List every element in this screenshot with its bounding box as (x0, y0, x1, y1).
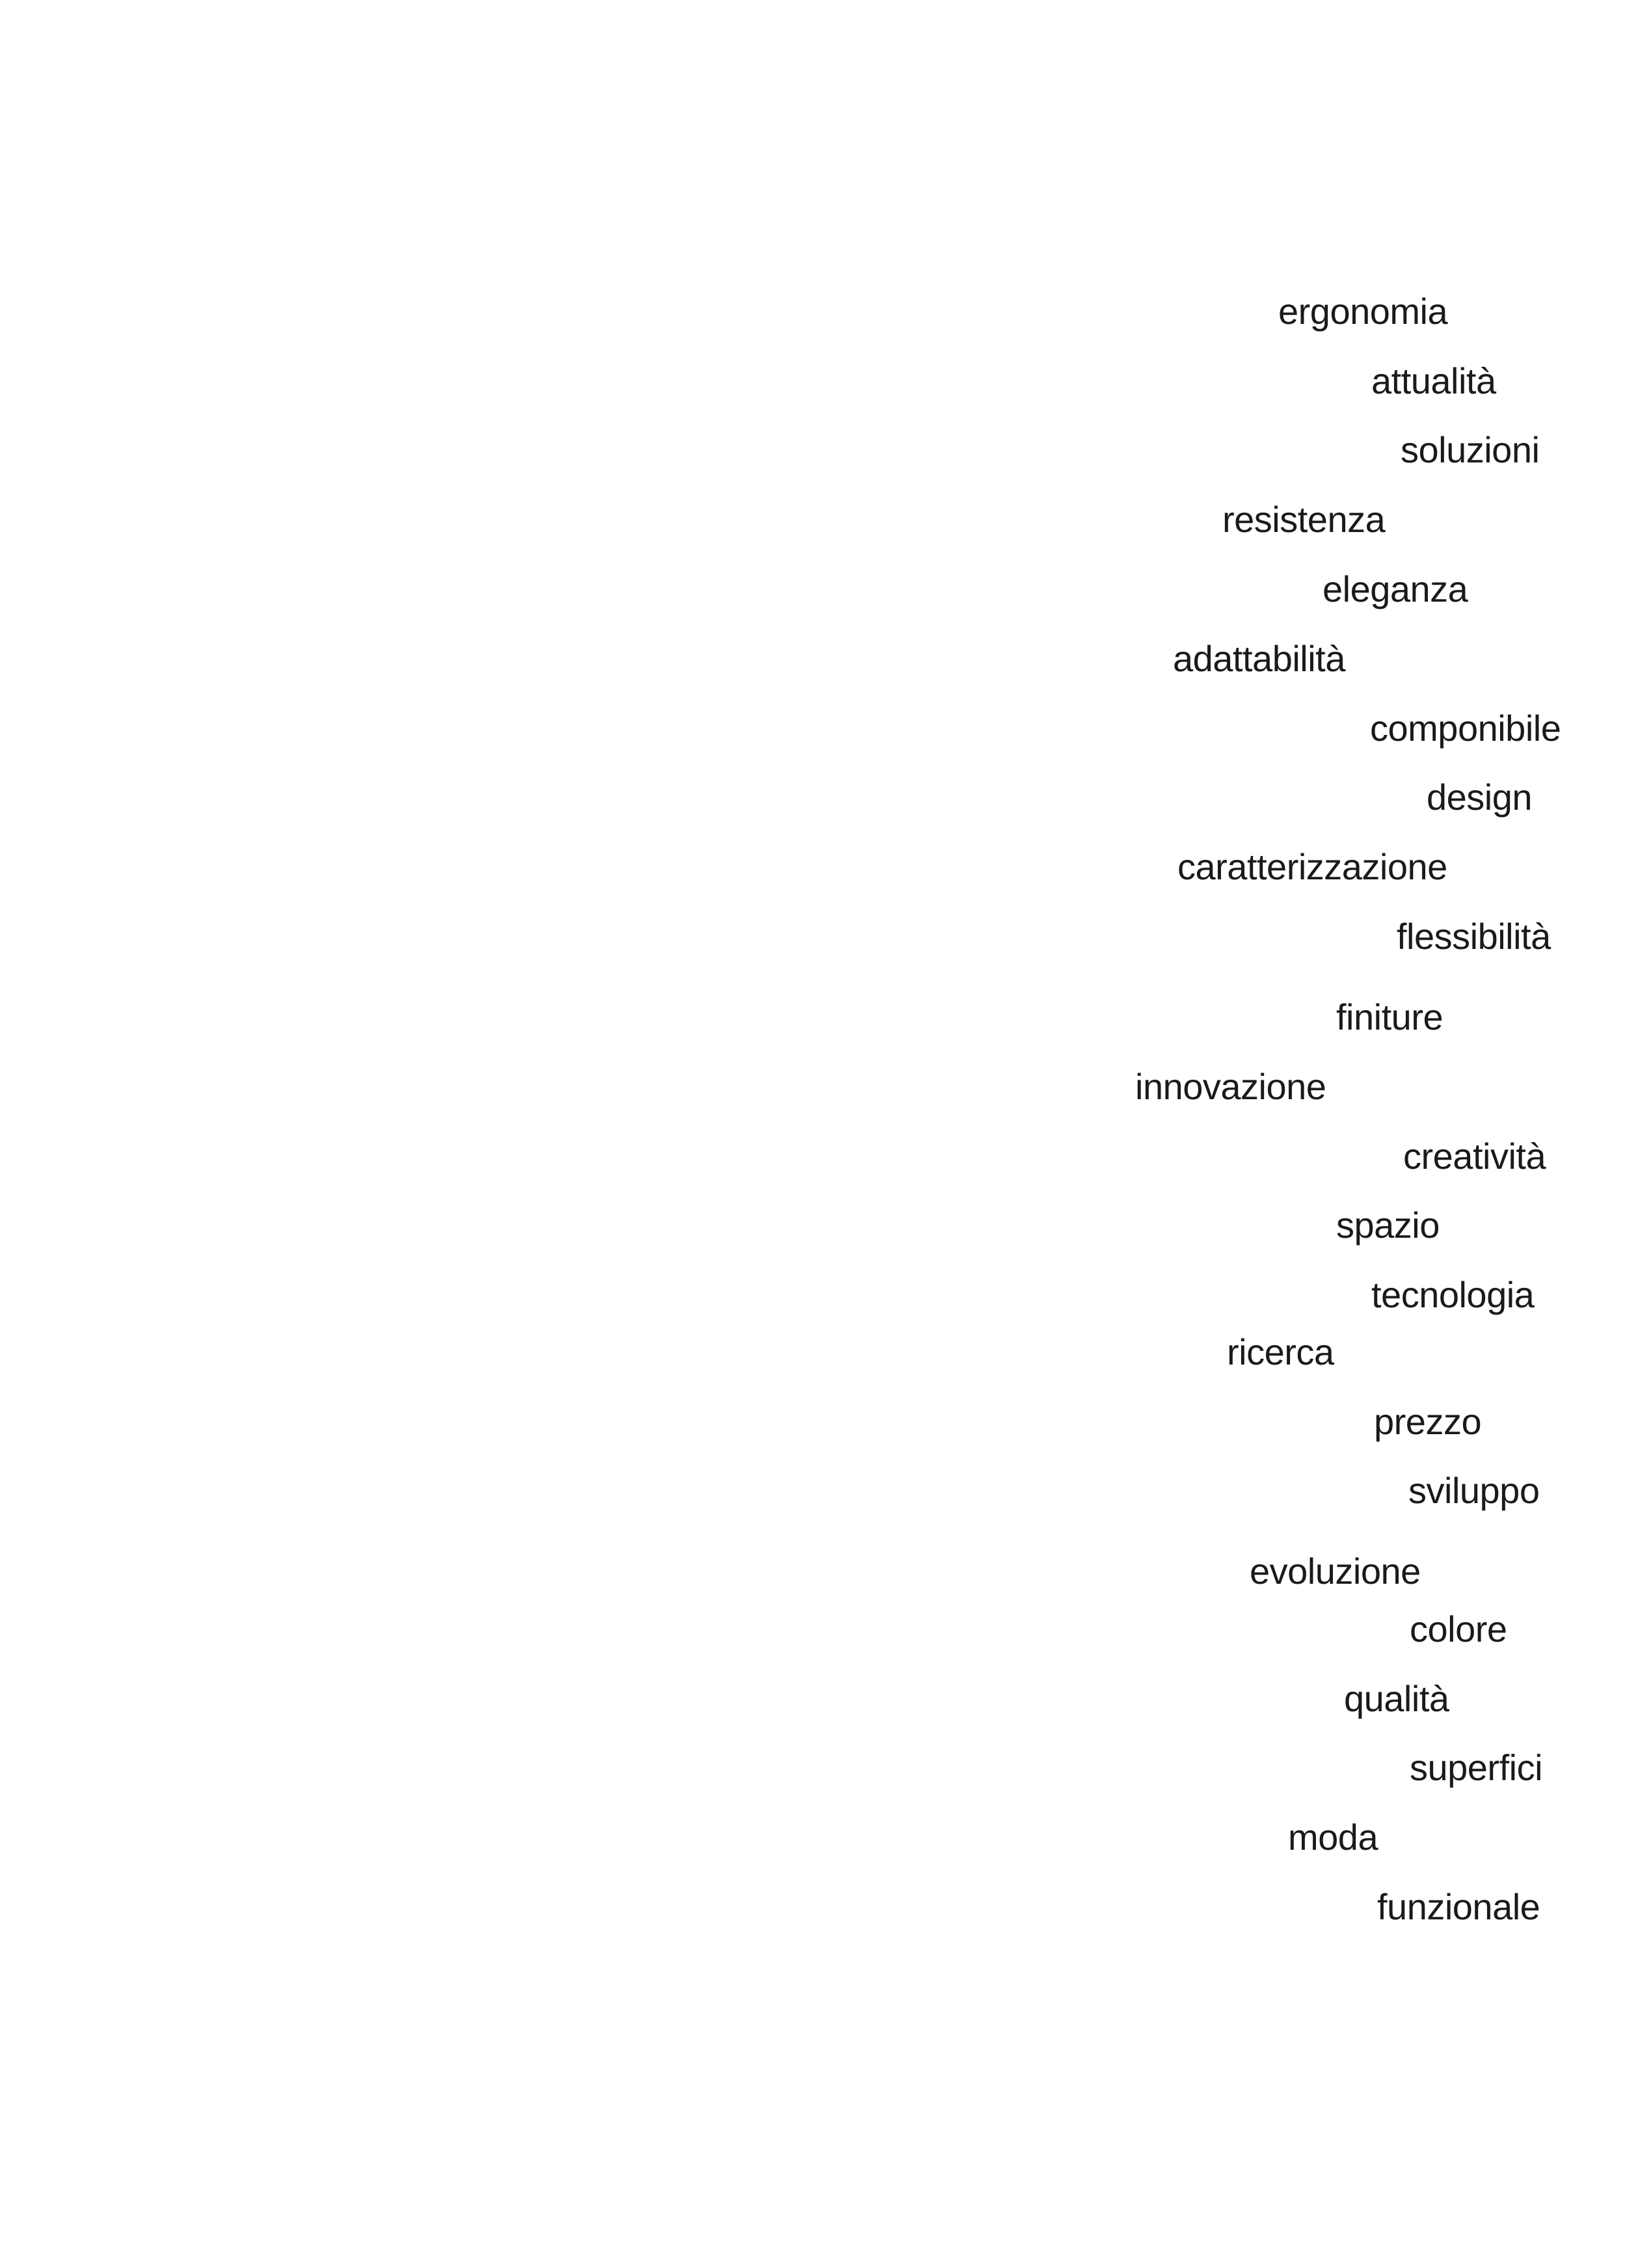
word-soluzioni: soluzioni (1401, 429, 1540, 470)
word-spazio: spazio (1336, 1205, 1440, 1246)
word-tecnologia: tecnologia (1371, 1274, 1535, 1315)
word-evoluzione: evoluzione (1250, 1551, 1421, 1592)
word-adattabilita: adattabilità (1173, 638, 1345, 679)
word-prezzo: prezzo (1374, 1401, 1482, 1442)
word-creativita: creatività (1403, 1136, 1546, 1177)
word-moda: moda (1288, 1817, 1378, 1858)
word-funzionale: funzionale (1377, 1886, 1540, 1927)
word-eleganza: eleganza (1323, 568, 1468, 609)
word-colore: colore (1410, 1608, 1507, 1649)
word-qualita: qualità (1344, 1678, 1449, 1719)
word-ricerca: ricerca (1227, 1331, 1334, 1372)
word-finiture: finiture (1336, 996, 1444, 1037)
word-design: design (1427, 777, 1533, 818)
word-attualita: attualità (1371, 360, 1496, 401)
word-flessibilita: flessibilità (1397, 916, 1551, 957)
word-superfici: superfici (1410, 1747, 1543, 1788)
word-resistenza: resistenza (1222, 499, 1386, 540)
word-ergonomia: ergonomia (1278, 291, 1448, 332)
word-componibile: componibile (1370, 708, 1561, 749)
word-caratterizzazione: caratterizzazione (1177, 846, 1447, 887)
word-innovazione: innovazione (1135, 1066, 1326, 1107)
word-sviluppo: sviluppo (1408, 1470, 1540, 1511)
